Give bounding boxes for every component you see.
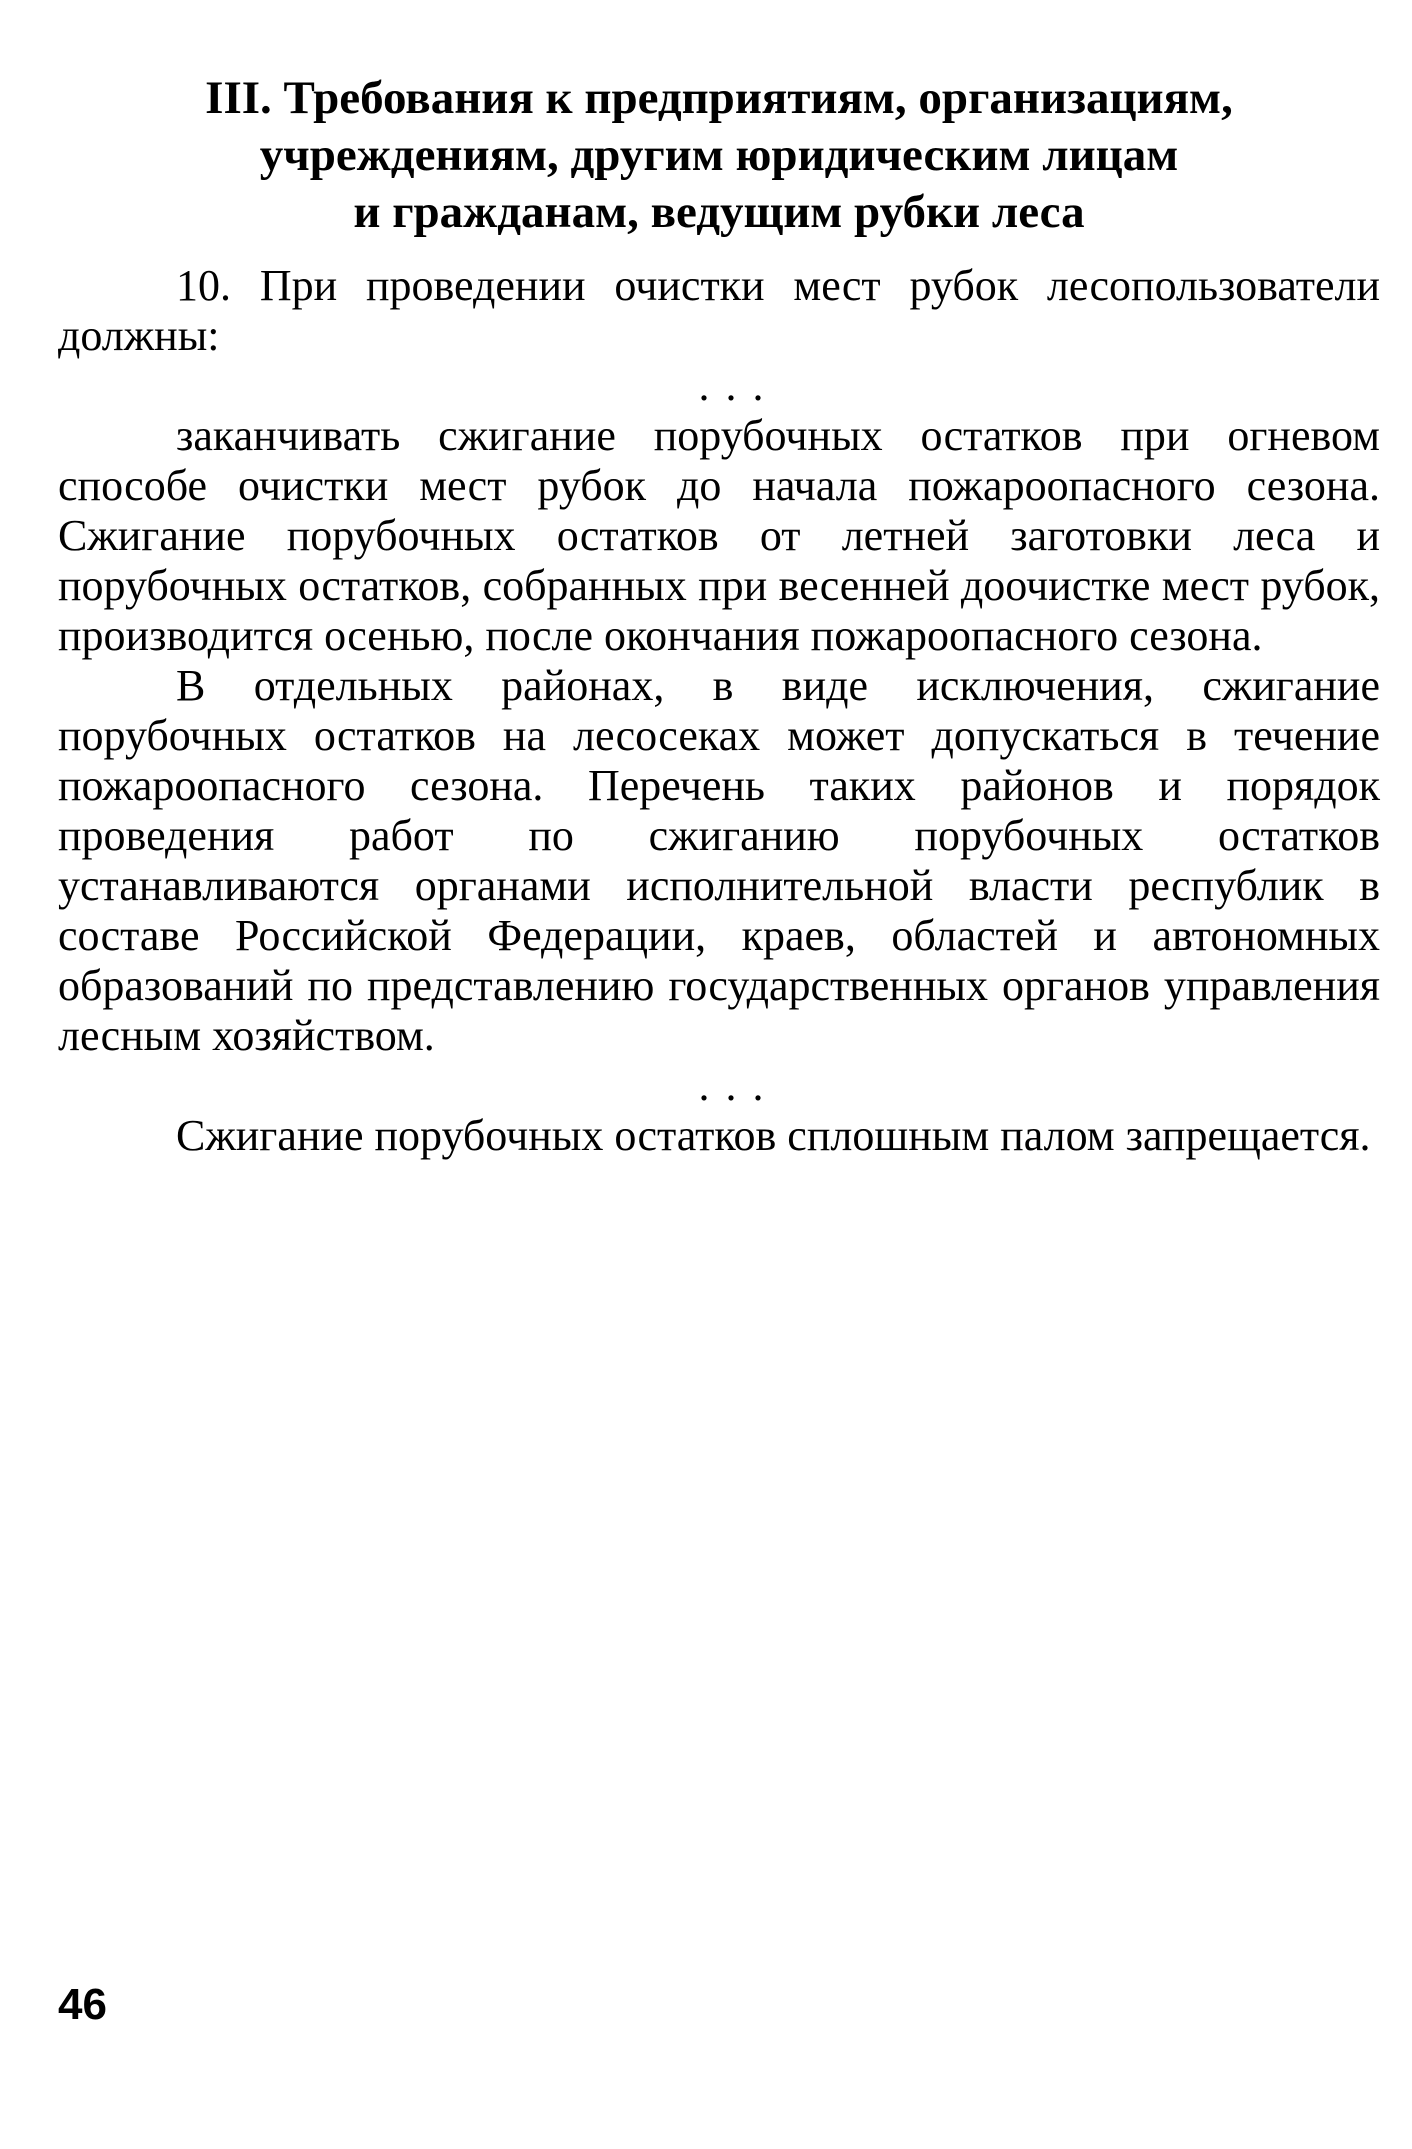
paragraph-10-intro: 10. При проведении очистки мест рубок лесопользователи должны: (58, 261, 1380, 360)
page-number: 46 (58, 1980, 107, 2029)
heading-line-1: III. Требования к предприятиям, организациям, (205, 72, 1233, 124)
section-heading (58, 70, 1380, 241)
heading-line-2: учреждениям, другим юридическим лицам (259, 129, 1179, 181)
paragraph-prohibition: Сжигание порубочных остатков сплошным палом запрещается. (176, 1111, 1371, 1160)
heading-line-3: и гражданам, ведущим рубки леса (353, 186, 1085, 238)
document-page (58, 70, 1380, 1161)
omission-marker-2: ... (698, 1061, 780, 1110)
paragraph-exceptions: В отдельных районах, в виде исключения, сжигание порубочных остатков на лесосеках может допускаться в течение пожароопасного сезона. Перечень таких районов и порядок проведения работ по сжиганию порубочных остатков устанавливаются органами исполнительной власти республик в составе Российской Федерации, краев, областей и автономных образований по представлению государственных органов управления лесным хозяйством. (58, 661, 1380, 1060)
paragraph-burning-deadline: заканчивать сжигание порубочных остатков при огневом способе очистки мест рубок до начала пожароопасного сезона. Сжигание порубочных остатков от летней заготовки леса и порубочных остатков, собранных при весенней доочистке мест рубок, производится осенью, после окончания пожароопасного сезона. (58, 411, 1380, 660)
omission-marker-1: ... (698, 361, 780, 410)
